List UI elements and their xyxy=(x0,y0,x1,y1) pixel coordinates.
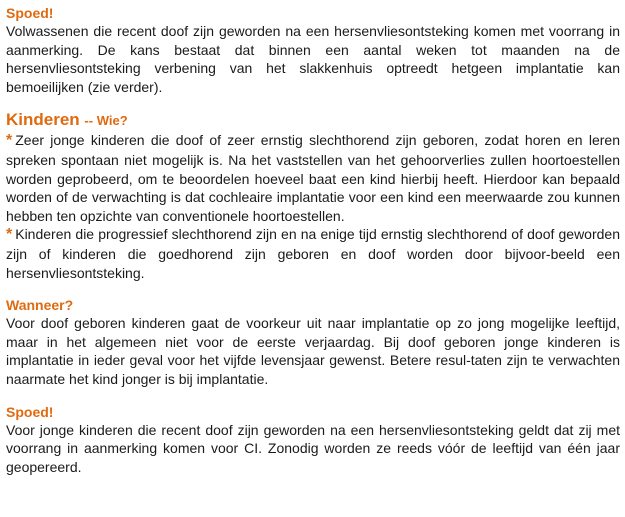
section-heading-wanneer: Wanneer? xyxy=(6,297,74,314)
kinderen-subtitle: -- Wie? xyxy=(84,113,128,129)
kinderen-bullet-1-text: Zeer jonge kinderen die doof of zeer ernstig slechthorend zijn geboren, zodat horen en leren spreken spontaan niet mogelijk is. Na het vaststellen van het gehoorverlies zullen hoortoestellen worden geprobeerd, om te beoordelen hoeveel baat een kind hierbij heeft. Hierdoor kan bepaald worden of de verwachting is dat cochleaire implantatie voor een kind een meerwaarde zou kunnen hebben ten opzichte van conventionele hoortoestellen. xyxy=(6,132,620,224)
kinderen-bullet-2-text: Kinderen die progressief slechthorend zijn en na enige tijd ernstig slechthorend of doof geworden zijn of kinderen die goedhorend zijn geboren en doof worden door bijvoor-beeld een hersenvliesontsteking. xyxy=(6,226,620,281)
kinderen-bullet-2 xyxy=(6,225,620,282)
section-text-wanneer: Voor doof geboren kinderen gaat de voorkeur uit naar implantatie op zo jong mogelijke leeftijd, maar in het algemeen niet voor de eerste verjaardag. Bij doof geboren jonge kinderen is implantatie in ieder geval voor het vijfde levensjaar gewenst. Betere resul-taten zijn te verwachten naarmate het kind jonger is bij implantatie. xyxy=(6,315,620,387)
document-page xyxy=(6,4,620,476)
kinderen-title: Kinderen xyxy=(6,110,80,130)
bullet-asterisk-icon: * xyxy=(6,132,13,150)
section-text-spoed-adults: Volwassenen die recent doof zijn geworden na een hersenvliesontsteking komen met voorrang in aanmerking. De kans bestaat dat binnen een aantal weken tot maanden na de hersenvliesontsteking verbening van het slakkenhuis optreedt hetgeen implantatie kan bemoeilijken (zie verder). xyxy=(6,23,620,95)
bullet-asterisk-icon: * xyxy=(6,226,13,244)
kinderen-bullet-1 xyxy=(6,131,620,225)
section-heading-spoed-children: Spoed! xyxy=(6,403,54,420)
section-heading-spoed-adults: Spoed! xyxy=(6,5,54,21)
section-heading-kinderen xyxy=(6,110,620,131)
section-text-spoed-children: Voor jonge kinderen die recent doof zijn geworden na een hersenvliesontsteking geldt dat zij met voorrang in aanmerking komen voor CI. Zonodig worden ze reeds vóór de leeftijd van één jaar geopereerd. xyxy=(6,421,620,475)
